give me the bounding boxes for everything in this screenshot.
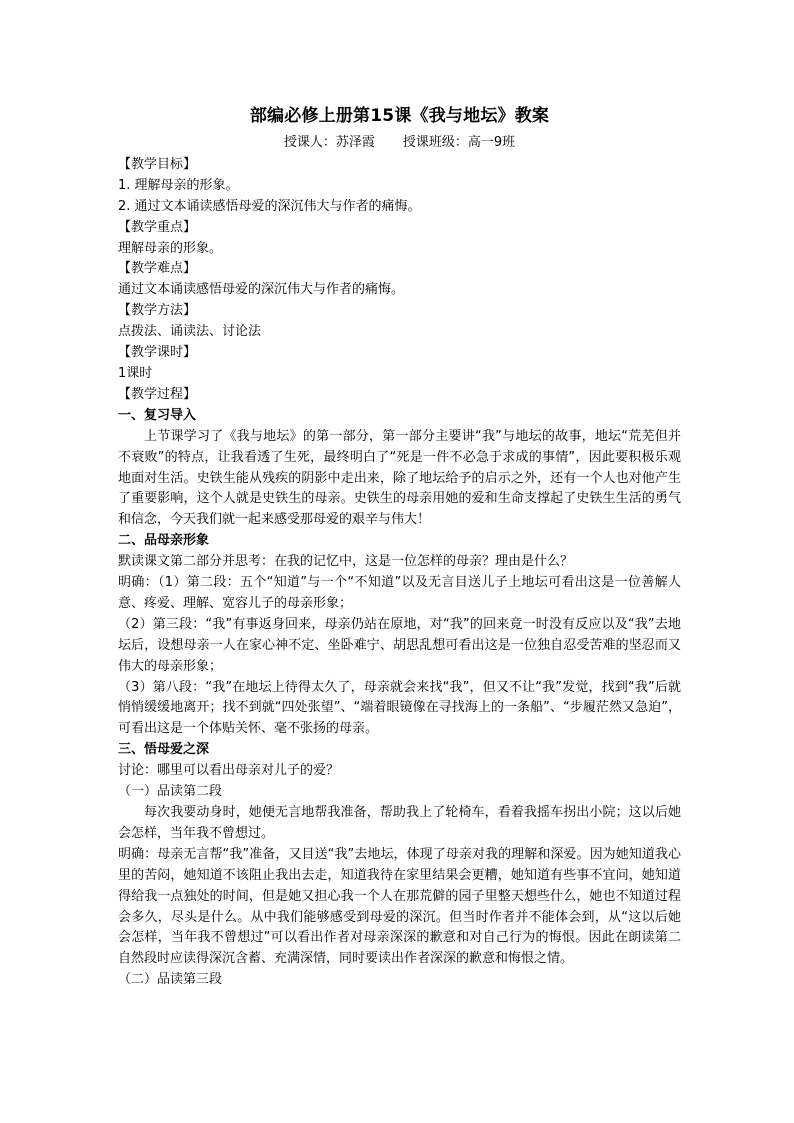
para2-analysis: 明确：母亲无言帮“我”准备，又目送“我”去地坛，体现了母亲对我的理解和深爱。因为她知道我心里的苦闷，她知道不该阻止我出去走，知道我待在家里结果会更糟，她知道有些事不宜问，她知道得给我一点独处的时间，但是她又担心我一个人在那荒僻的园子里整天想些什么，她也不知道过程会多久，尽头是什么。从中我们能够感受到母爱的深沉。但当时作者并不能体会到，从“这以后她会怎样，当年我不曾想过”可以看出作者对母亲深深的歉意和对自己行为的悔恨。因此在朗读第二自然段时应读得深沉含蓄、充满深情，同时要读出作者深深的歉意和悔恨之情。 bbox=[118, 846, 681, 967]
para2-quote: 每次我要动身时，她便无言地帮我准备，帮助我上了轮椅车，看着我摇车拐出小院；这以后她会怎样，当年我不曾想过。 bbox=[118, 805, 681, 841]
goal-heading: 【教学目标】 bbox=[118, 156, 197, 172]
key-heading: 【教学重点】 bbox=[118, 219, 197, 235]
byline bbox=[118, 133, 681, 154]
hours-text: 1课时 bbox=[118, 365, 153, 381]
subsection-heading-para2: （一）品读第二段 bbox=[118, 784, 223, 800]
mother-image-answer-3: （3）第八段：“我”在地坛上待得太久了，母亲就会来找“我”，但又不让“我”发觉，找到“我”后就悄悄缓缓地离开；找不到就“四处张望”、“端着眼镜像在寻找海上的一条船”、“步履茫然又急迫”，可看出这是一个体贴关怀、毫不张扬的母亲。 bbox=[118, 679, 681, 737]
hours-heading: 【教学课时】 bbox=[118, 345, 197, 361]
method-text: 点拨法、诵读法、讨论法 bbox=[118, 324, 262, 340]
mother-love-question: 讨论：哪里可以看出母亲对儿子的爱？ bbox=[118, 763, 340, 779]
review-paragraph: 上节课学习了《我与地坛》的第一部分，第一部分主要讲“我”与地坛的故事，地坛“荒芜但并不衰败”的特点，让我看透了生死，最终明白了“死是一件不必急于求成的事情”，因此要积极乐观地面对生活。史铁生能从残疾的阴影中走出来，除了地坛给予的启示之外，还有一个人也对他产生了重要影响，这个人就是史铁生的母亲。史铁生的母亲用她的爱和生命支撑起了史铁生生活的勇气和信念，今天我们就一起来感受那母爱的艰辛与伟大！ bbox=[118, 428, 681, 528]
key-text: 理解母亲的形象。 bbox=[118, 240, 223, 256]
class-label: 授课班级：高一9班 bbox=[402, 135, 516, 150]
subsection-heading-para3: （二）品读第三段 bbox=[118, 972, 223, 988]
teacher-label: 授课人：苏泽霞 bbox=[283, 135, 375, 150]
difficulty-text: 通过文本诵读感悟母爱的深沉伟大与作者的痛悔。 bbox=[118, 282, 405, 298]
process-heading: 【教学过程】 bbox=[118, 386, 197, 402]
section-heading-mother-image: 二、品母亲形象 bbox=[118, 533, 210, 549]
mother-image-answer-2: （2）第三段：“我”有事返身回来，母亲仍站在原地，对“我”的回来竟一时没有反应以及“我”去地坛后，设想母亲一人在家心神不定、坐卧难宁、胡思乱想可看出这是一位独自忍受苦难的坚忍而又伟大的母亲形象； bbox=[118, 616, 681, 674]
section-heading-mother-love: 三、悟母爱之深 bbox=[118, 742, 210, 758]
section-heading-review: 一、复习导入 bbox=[118, 407, 197, 423]
mother-image-question: 默读课文第二部分并思考：在我的记忆中，这是一位怎样的母亲？理由是什么？ bbox=[118, 554, 574, 570]
document-title: 部编必修上册第15课《我与地坛》教案 bbox=[249, 106, 550, 126]
method-heading: 【教学方法】 bbox=[118, 303, 197, 319]
goal-item-2: 2. 通过文本诵读感悟母爱的深沉伟大与作者的痛悔。 bbox=[118, 198, 421, 214]
difficulty-heading: 【教学难点】 bbox=[118, 261, 197, 277]
goal-item-1: 1. 理解母亲的形象。 bbox=[118, 177, 239, 193]
lesson-plan bbox=[118, 104, 681, 991]
mother-image-answer-1: 明确：（1）第二段：五个“知道”与一个“不知道”以及无言目送儿子上地坛可看出这是一位善解人意、疼爱、理解、宽容儿子的母亲形象； bbox=[118, 575, 681, 611]
